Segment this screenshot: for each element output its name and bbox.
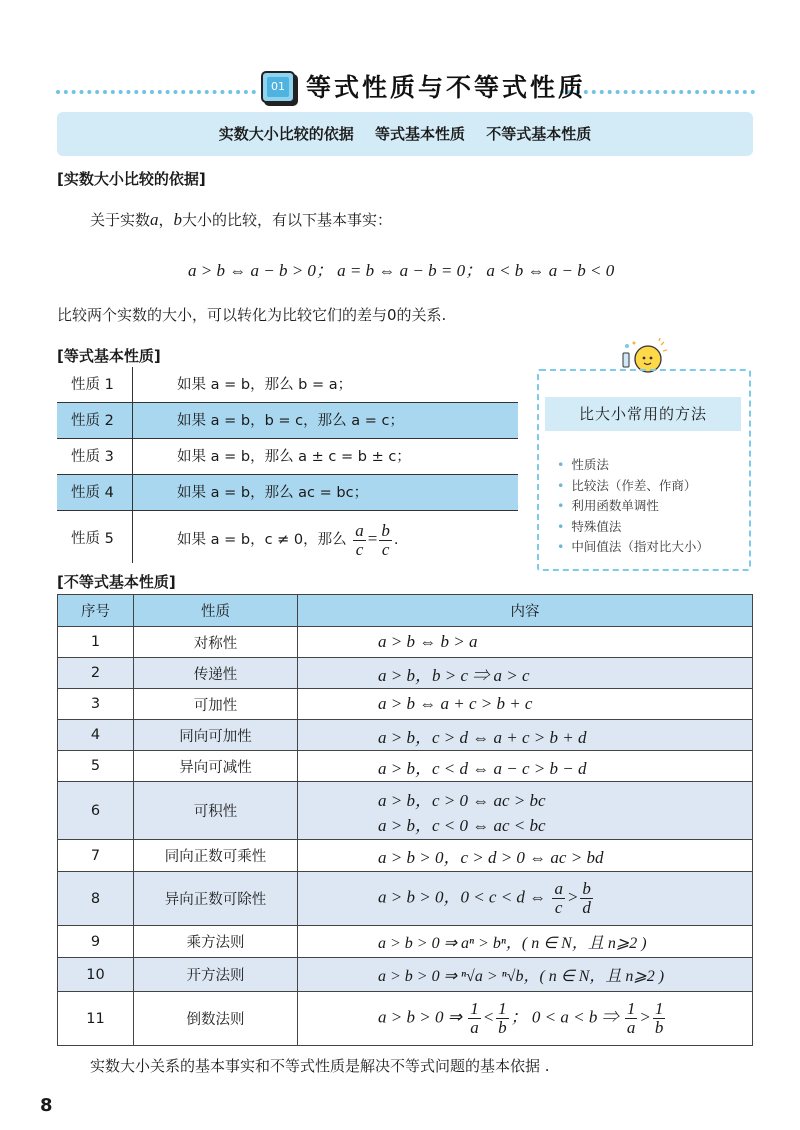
tip-list [557,455,709,558]
table-row: 5 异向可减性 a > b，c < d ⇔ a − c > b − d [58,751,753,782]
fraction: $\frac{b}{d}$ [582,879,591,917]
tip-title: 比大小常用的方法 [545,397,741,431]
table-row [57,403,518,439]
list-item: • 中间值法（指对比大小） [557,537,709,558]
table-row: 7 同向正数可乘性 a > b > 0，c > d > 0 ⇔ ac > bd [58,840,753,872]
property-label: 性质 4 [71,485,114,501]
table-row: 9 乘方法则 a > b > 0 ⇒ aⁿ > bⁿ，( n ∈ N，且 n⩾2 ) [58,926,753,958]
section-number-badge [261,71,295,103]
topic-bar [57,112,753,156]
topic-2: 等式基本性质 [374,125,465,143]
fraction: $\frac{1}{a}$ [470,999,479,1037]
property-text: 如果 a = b，那么 b = a； [177,377,353,393]
list-item: • 比较法（作差、作商） [557,476,709,497]
table-row: 8 异向正数可除性 a > b > 0，0 < c < d ⇔ $\frac{a}{c}$ > $\frac{b}{d}$ [58,872,753,926]
fraction: $\frac{1}{b}$ [498,999,507,1037]
table-row [57,511,518,567]
column-header: 序号 [58,595,134,627]
header-dotted-line-right [560,90,755,94]
column-header: 内容 [298,595,753,627]
table-row [57,367,518,403]
property-text: 如果 a = b，那么 ac = bc； [177,485,369,501]
fraction: $\frac{1}{a}$ [626,999,636,1037]
page-title: 等式性质与不等式性质 [306,73,587,102]
inequality-properties-table [57,594,753,1046]
table-row [57,439,518,475]
intro-paragraph: 关于实数a，b大小的比较，有以下基本事实： [90,210,393,229]
list-item: • 性质法 [557,455,709,476]
header-dotted-line-left [56,90,256,94]
footer-note: 实数大小关系的基本事实和不等式性质是解决不等式问题的基本依据 . [90,1057,550,1075]
property-label: 性质 1 [71,377,114,393]
basic-fact-formula: a > b ⇔ a − b > 0； a = b ⇔ a − b = 0； a < b ⇔ a − b < 0 [188,261,615,280]
fraction: $\frac{1}{b}$ [654,999,664,1037]
property-label: 性质 3 [71,449,114,465]
page-number: 8 [40,1095,53,1116]
table-row: 4 同向可加性 a > b，c > d ⇔ a + c > b + d [58,720,753,751]
fraction: $\frac{a}{c}$ [355,520,364,559]
property-label: 性质 5 [71,531,114,547]
table-row: 2 传递性 a > b，b > c ⇒ a > c [58,658,753,689]
list-item: • 特殊值法 [557,517,709,538]
section-heading-compare: [实数大小比较的依据] [57,170,206,188]
table-row [57,475,518,511]
property-text: 如果 a = b，c ≠ 0，那么 $\frac{a}{c}$ = $\frac{b}{c}$ . [177,520,399,559]
table-row: 1 对称性 a > b ⇔ b > a [58,627,753,658]
table-divider [132,367,133,563]
conclusion-paragraph: 比较两个实数的大小，可以转化为比较它们的差与0的关系. [57,306,447,324]
table-row: 6 可积性 a > b，c > 0 ⇔ ac > bc a > b，c < 0 ⇔ ac < bc [58,782,753,840]
section-heading-inequality: [不等式基本性质] [57,573,176,591]
section-number: 01 [267,77,289,97]
property-text: 如果 a = b，那么 a ± c = b ± c； [177,449,411,465]
fraction: $\frac{a}{c}$ [554,879,563,917]
equality-properties-table [57,367,518,567]
fraction: $\frac{b}{c}$ [381,520,390,559]
table-row: 10 开方法则 a > b > 0 ⇒ ⁿ√a > ⁿ√b，( n ∈ N，且 n⩾2 ) [58,958,753,992]
column-header: 性质 [134,595,298,627]
section-heading-equality: [等式基本性质] [57,347,161,365]
topic-3: 不等式基本性质 [486,125,592,143]
list-item: • 利用函数单调性 [557,496,709,517]
table-row: 11 倒数法则 a > b > 0 ⇒ $\frac{1}{a}$ < $\frac{1}{b}$ ； 0 < a < b ⇒ $\frac{1}{a}$ > $\frac{1}{b}$ [58,992,753,1046]
table-header-row [58,595,753,627]
table-row: 3 可加性 a > b ⇔ a + c > b + c [58,689,753,720]
property-text: 如果 a = b，b = c，那么 a = c； [177,413,404,429]
property-label: 性质 2 [71,413,114,429]
topic-1: 实数大小比较的依据 [218,125,354,143]
